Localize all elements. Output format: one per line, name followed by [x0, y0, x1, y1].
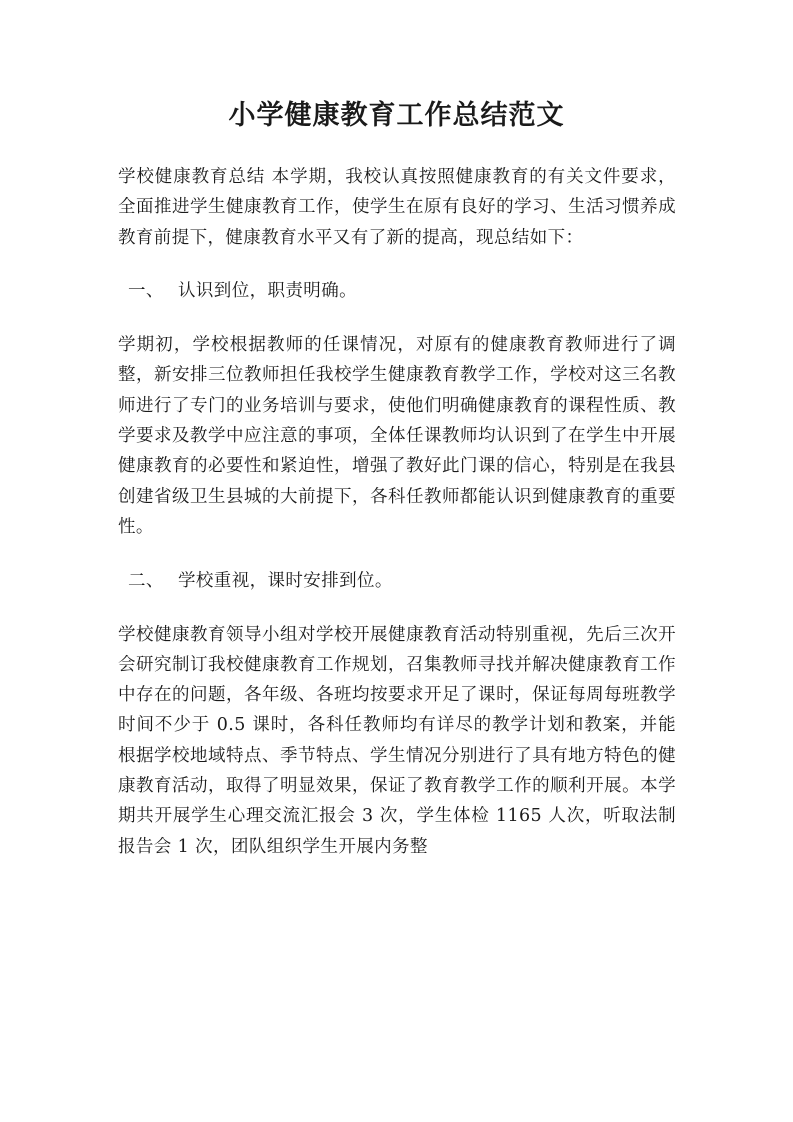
section-1-heading	[118, 276, 676, 306]
document-body	[118, 162, 676, 885]
section-2-heading-text: 学校重视，课时安排到位。	[178, 570, 393, 591]
section-1-number: 一、	[128, 281, 164, 302]
section-2-number: 二、	[128, 570, 164, 591]
section-1-heading-text: 认识到位，职责明确。	[178, 281, 357, 302]
section-2-paragraph: 学校健康教育领导小组对学校开展健康教育活动特别重视，先后三次开会研究制订我校健康教育工作规划，召集教师寻找并解决健康教育工作中存在的问题，各年级、各班均按要求开足了课时，保证每周每班教学时间不少于 0.5 课时，各科任教师均有详尽的教学计划和教案，并能根据学校地域特点、季节特点、学生情况分别进行了具有地方特色的健康教育活动，取得了明显效果，保证了教育教学工作的顺利开展。本学期共开展学生心理交流汇报会 3 次，学生体检 1165 人次，听取法制报告会 1 次，团队组织学生开展内务整	[118, 624, 676, 857]
document-title: 小学健康教育工作总结范文	[228, 100, 565, 131]
section-2-heading	[118, 566, 676, 596]
intro-paragraph: 学校健康教育总结 本学期，我校认真按照健康教育的有关文件要求，全面推进学生健康教育工作，使学生在原有良好的学习、生活习惯养成教育前提下，健康教育水平又有了新的提高，现总结如下：	[118, 167, 676, 248]
section-1-paragraph: 学期初，学校根据教师的任课情况，对原有的健康教育教师进行了调整，新安排三位教师担任我校学生健康教育教学工作，学校对这三名教师进行了专门的业务培训与要求，使他们明确健康教育的课程性质、教学要求及教学中应注意的事项，全体任课教师均认识到了在学生中开展健康教育的必要性和紧迫性，增强了教好此门课的信心，特别是在我县创建省级卫生县城的大前提下，各科任教师都能认识到健康教育的重要性。	[118, 335, 676, 537]
